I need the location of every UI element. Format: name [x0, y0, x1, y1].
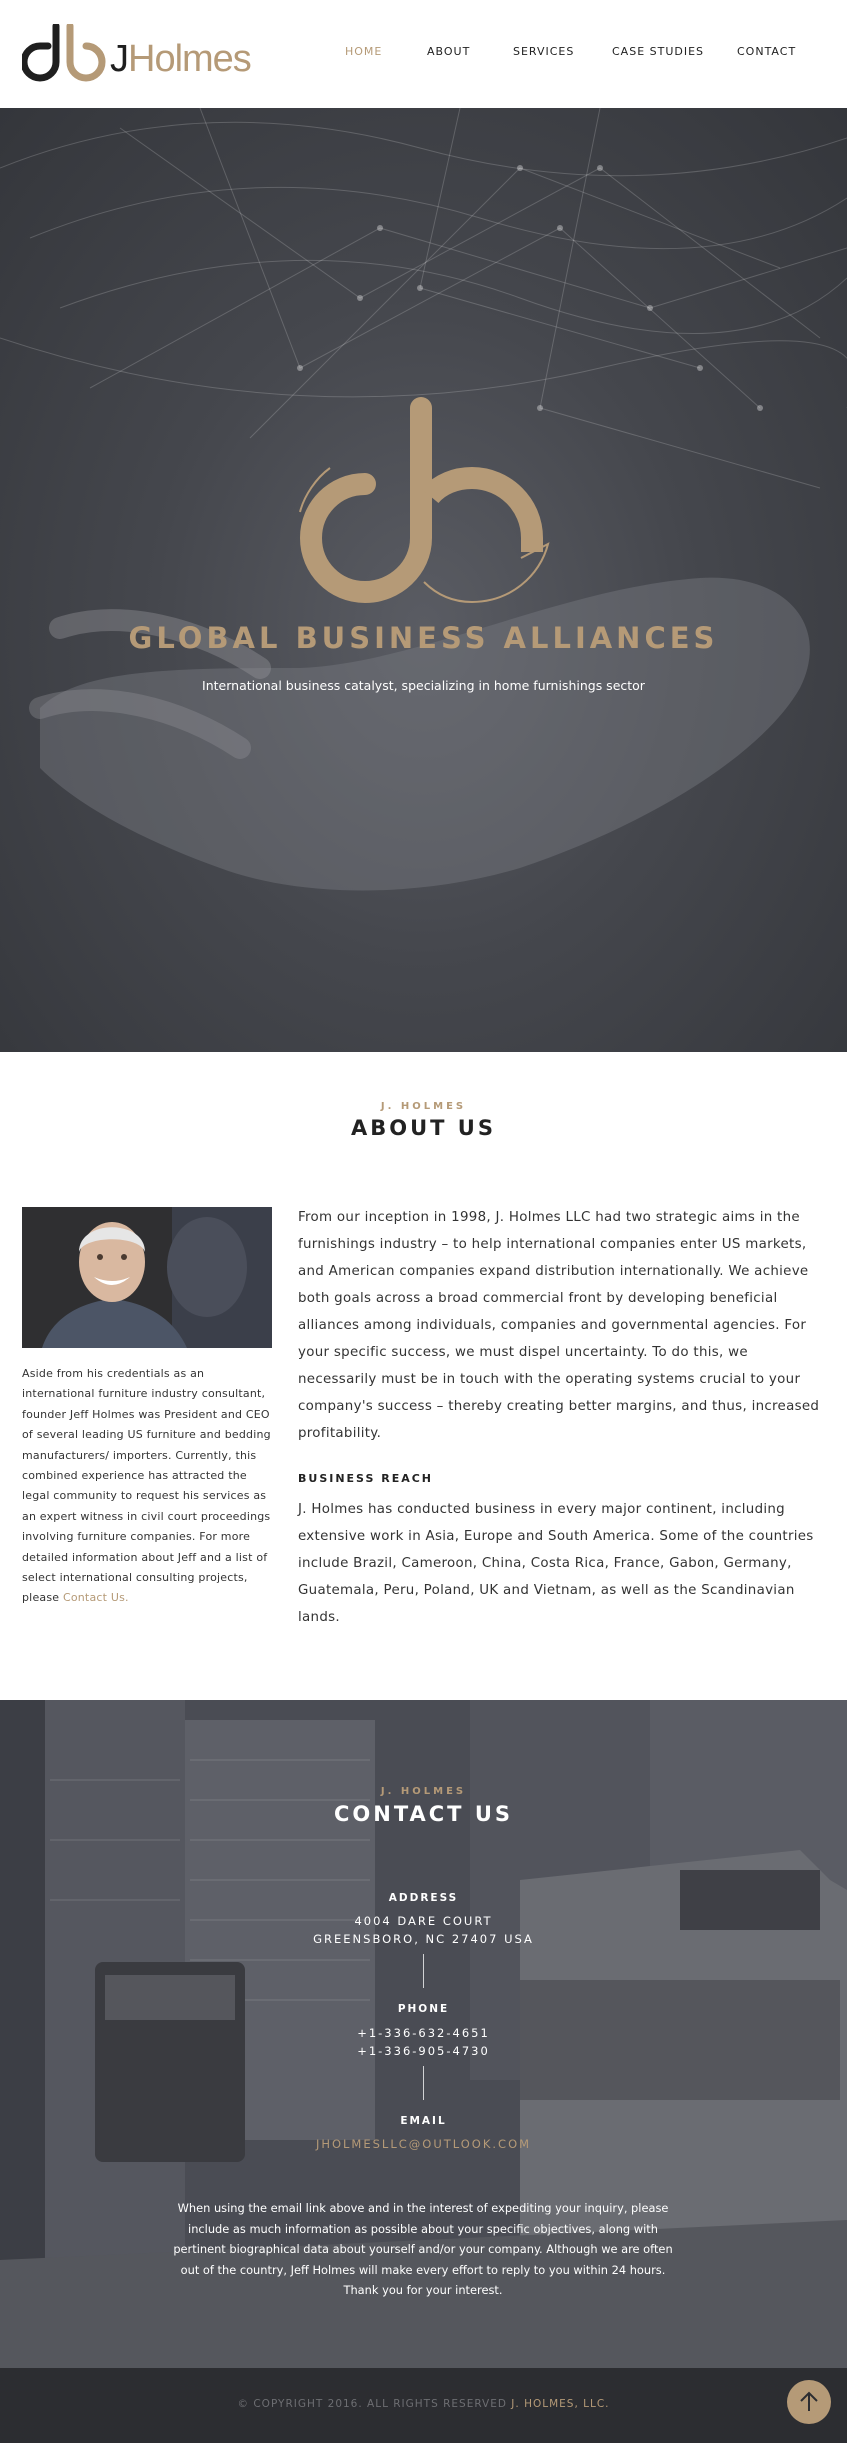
copyright: © COPYRIGHT 2016. ALL RIGHTS RESERVED J. HOLMES, LLC.: [237, 2398, 610, 2410]
about-title: ABOUT US: [351, 1116, 496, 1140]
about-main-text: From our inception in 1998, J. Holmes LLC had two strategic aims in the furnishings industry – to help international companies enter US markets, and American companies expand distribution internationally. We achieve both goals across a broad commercial front by developing beneficial alliances among individuals, companies and governmental agencies. For your specific success, we must dispel uncertainty. To do this, we necessarily must be in touch with the operating systems crucial to your company's success – thereby creating better margins, and thus, increased profitability.: [298, 1210, 820, 1441]
main-nav: [0, 45, 847, 65]
logo-wordmark: JHolmes: [110, 38, 251, 80]
nav-about[interactable]: ABOUT: [427, 45, 471, 58]
divider: [423, 2066, 424, 2100]
nav-case-studies[interactable]: CASE STUDIES: [612, 45, 705, 58]
phone-1[interactable]: +1-336-632-4651: [357, 2026, 490, 2040]
contact-kicker: J. HOLMES: [380, 1786, 467, 1797]
globe-hand-background: [0, 108, 847, 1052]
about-section: [0, 1052, 847, 1700]
address-line-2: GREENSBORO, NC 27407 USA: [313, 1932, 534, 1946]
site-header: [0, 0, 847, 108]
nav-home[interactable]: HOME: [345, 45, 383, 58]
divider: [423, 1954, 424, 1988]
hero-title: GLOBAL BUSINESS ALLIANCES: [128, 621, 719, 655]
phone-label: PHONE: [397, 2003, 450, 2015]
contact-section: [0, 1700, 847, 2368]
footer-brand: J. HOLMES, LLC.: [511, 2398, 610, 2410]
nav-contact[interactable]: CONTACT: [737, 45, 797, 58]
arrow-up-icon: [787, 2380, 831, 2424]
phone-2[interactable]: +1-336-905-4730: [357, 2044, 490, 2058]
about-kicker: J. HOLMES: [380, 1101, 467, 1112]
business-reach-heading: BUSINESS REACH: [298, 1472, 434, 1485]
contact-us-link[interactable]: Contact Us.: [62, 1591, 129, 1605]
site-footer: [0, 2368, 847, 2443]
founder-photo: [22, 1207, 272, 1348]
hero-subtitle: International business catalyst, specializing in home furnishings sector: [202, 678, 645, 693]
founder-portrait-image: [22, 1207, 272, 1348]
scroll-to-top-button[interactable]: [787, 2380, 831, 2424]
nav-services[interactable]: SERVICES: [513, 45, 575, 58]
founder-bio: Aside from his credentials as an international furniture industry consultant, founder Jeff Holmes was President and CEO of several leading US furniture and bedding manufacturers/ importers. Currently, this combined experience has attracted the legal community to request his services as an expert witness in civil court proceedings involving furniture companies. For more detailed information about Jeff and a list of select international consulting projects, please Contact Us.: [22, 1367, 271, 1605]
address-line-1: 4004 DARE COURT: [354, 1914, 493, 1928]
email-link[interactable]: JHOLMESLLC@OUTLOOK.COM: [315, 2137, 532, 2151]
hero-monogram-icon: [300, 408, 548, 602]
contact-note: When using the email link above and in the interest of expediting your inquiry, please include as much information as possible about your specific objectives, along with pertinent biographical data about yourself and/or your company. Although we are often out of the country, Jeff Holmes will make every effort to reply to you within 24 hours. Thank you for your interest.: [173, 2201, 673, 2297]
hero-section: [0, 108, 847, 1052]
email-row: [0, 2137, 847, 2151]
email-label: EMAIL: [400, 2115, 447, 2127]
contact-title: CONTACT US: [333, 1802, 513, 1826]
business-reach-text: J. Holmes has conducted business in every major continent, including extensive work in Asia, Europe and South America. Some of the countries include Brazil, Cameroon, China, Costa Rica, France, Gabon, Germany, Guatemala, Peru, Poland, UK and Vietnam, as well as the Scandinavian lands.: [298, 1502, 814, 1625]
address-label: ADDRESS: [388, 1892, 459, 1904]
